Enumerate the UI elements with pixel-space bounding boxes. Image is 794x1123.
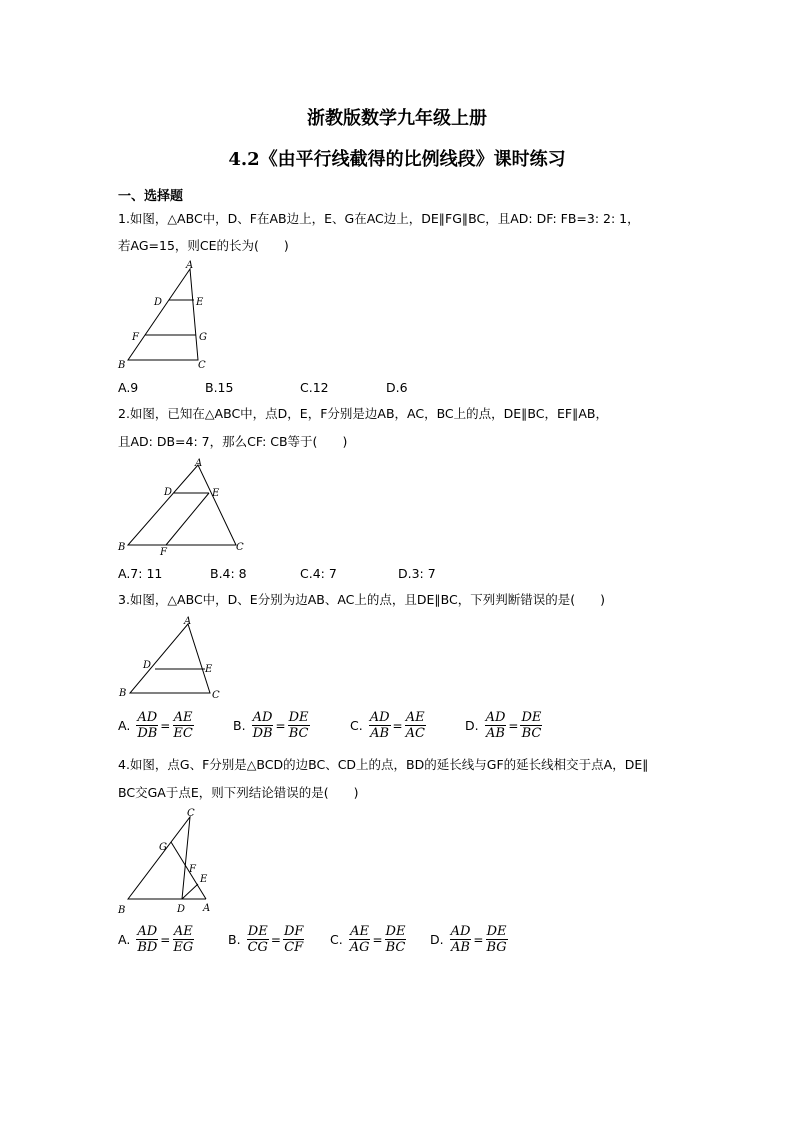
q4-option-c[interactable]	[330, 924, 406, 955]
question-1-line-2: 若AG=15，则CE的长为( )	[118, 238, 289, 253]
numerator: AD	[485, 710, 506, 725]
segment-ef	[166, 493, 209, 545]
numerator: DE	[247, 924, 268, 939]
fraction	[349, 924, 371, 955]
q1-option-d[interactable]: D.6	[386, 380, 408, 395]
denominator: BG	[486, 940, 507, 955]
denominator: CF	[284, 940, 304, 955]
question-4-figure	[112, 805, 222, 920]
equals-sign: =	[372, 932, 383, 947]
option-label: C.	[350, 718, 363, 733]
denominator: AG	[349, 940, 370, 955]
segment-de	[182, 884, 198, 899]
numerator: DE	[385, 924, 406, 939]
point-c-label: C	[187, 808, 195, 819]
q4-option-b[interactable]	[228, 924, 304, 955]
option-label: D.	[430, 932, 444, 947]
option-label: A.	[118, 932, 131, 947]
question-4-line-2: BC交GA于点E，则下列结论错误的是( )	[118, 785, 359, 800]
fraction	[136, 924, 158, 955]
fraction	[136, 710, 158, 741]
numerator: DE	[521, 710, 542, 725]
numerator: DE	[288, 710, 309, 725]
question-4-line-1: 4.如图，点G、F分别是△BCD的边BC、CD上的点，BD的延长线与GF的延长线相交于点A，DE∥	[118, 757, 649, 772]
question-3-figure	[112, 614, 232, 704]
point-d-label: D	[143, 660, 152, 671]
question-1-figure	[112, 258, 222, 373]
q1-option-c[interactable]: C.12	[300, 380, 329, 395]
denominator: CG	[247, 940, 268, 955]
denominator: AB	[370, 726, 390, 741]
numerator: AD	[450, 924, 471, 939]
q2-option-d[interactable]: D.3: 7	[398, 566, 436, 581]
point-f-label: F	[160, 547, 167, 558]
q2-option-b[interactable]: B.4: 8	[210, 566, 247, 581]
page-subtitle: 4.2《由平行线截得的比例线段》课时练习	[228, 149, 566, 170]
denominator: BD	[137, 940, 158, 955]
denominator: BC	[385, 940, 406, 955]
point-b-label: B	[118, 905, 126, 916]
equals-sign: =	[473, 932, 484, 947]
point-a-label: A	[184, 616, 192, 627]
denominator: AB	[486, 726, 505, 741]
fraction	[172, 924, 194, 955]
fraction	[485, 710, 507, 741]
point-e-label: E	[200, 874, 208, 885]
point-a-label: A	[186, 260, 194, 271]
fraction	[385, 924, 407, 955]
numerator: AE	[173, 710, 193, 725]
page-title: 浙教版数学九年级上册	[307, 108, 487, 129]
q1-option-b[interactable]: B.15	[205, 380, 234, 395]
question-1-line-1: 1.如图，△ABC中，D、F在AB边上，E、G在AC边上，DE∥FG∥BC，且AD: DF: FB=3: 2: 1，	[118, 211, 640, 226]
numerator: AD	[252, 710, 273, 725]
denominator: DB	[252, 726, 273, 741]
equals-sign: =	[270, 932, 281, 947]
point-d-label: D	[154, 297, 163, 308]
equals-sign: =	[160, 932, 171, 947]
point-b-label: B	[118, 360, 126, 371]
fraction	[247, 924, 269, 955]
option-label: C.	[330, 932, 343, 947]
point-g-label: G	[199, 332, 207, 343]
fraction	[172, 710, 193, 741]
question-3-line-1: 3.如图，△ABC中，D、E分别为边AB、AC上的点，且DE∥BC，下列判断错误的是( )	[118, 592, 605, 607]
denominator: AC	[405, 726, 425, 741]
equals-sign: =	[160, 718, 171, 733]
q4-option-a[interactable]	[118, 924, 194, 955]
fraction	[485, 924, 507, 955]
point-d-label: D	[177, 904, 186, 915]
fraction	[288, 710, 310, 741]
option-label: D.	[465, 718, 479, 733]
triangle-abc	[128, 269, 198, 360]
numerator: AD	[369, 710, 390, 725]
equals-sign: =	[392, 718, 403, 733]
denominator: EG	[173, 940, 194, 955]
point-e-label: E	[212, 488, 220, 499]
point-e-label: E	[205, 664, 213, 675]
q3-option-a[interactable]	[118, 710, 194, 741]
point-e-label: E	[196, 297, 204, 308]
option-label: A.	[118, 718, 131, 733]
triangle-abc	[130, 624, 210, 693]
point-c-label: C	[212, 690, 220, 701]
fraction	[369, 710, 391, 741]
point-f-label: F	[132, 332, 139, 343]
fraction	[252, 710, 274, 741]
section-heading: 一、选择题	[118, 189, 184, 204]
numerator: AE	[173, 924, 193, 939]
numerator: AD	[137, 924, 158, 939]
question-2-line-1: 2.如图，已知在△ABC中，点D，E，F分别是边AB，AC，BC上的点，DE∥BC，EF∥AB，	[118, 406, 608, 421]
point-a-label: A	[203, 903, 211, 914]
denominator: AB	[451, 940, 470, 955]
q3-option-d[interactable]	[465, 710, 542, 741]
equals-sign: =	[275, 718, 286, 733]
point-b-label: B	[118, 542, 126, 553]
point-d-label: D	[164, 487, 173, 498]
fraction	[520, 710, 542, 741]
numerator: AD	[137, 710, 158, 725]
q1-option-a[interactable]: A.9	[118, 380, 139, 395]
equals-sign: =	[508, 718, 519, 733]
point-g-label: G	[159, 842, 167, 853]
point-c-label: C	[198, 360, 206, 371]
denominator: DB	[137, 726, 158, 741]
point-a-label: A	[195, 458, 203, 469]
q3-option-c[interactable]	[350, 710, 426, 741]
fraction	[283, 924, 304, 955]
numerator: AE	[350, 924, 370, 939]
numerator: DE	[486, 924, 507, 939]
triangle-abc	[128, 465, 236, 545]
option-label: B.	[233, 718, 246, 733]
denominator: EC	[173, 726, 193, 741]
point-f-label: F	[189, 864, 196, 875]
fraction	[405, 710, 426, 741]
q4-option-d[interactable]	[430, 924, 508, 955]
numerator: DF	[283, 924, 304, 939]
option-label: B.	[228, 932, 241, 947]
question-2-line-2: 且AD: DB=4: 7，那么CF: CB等于( )	[118, 434, 348, 449]
question-2-figure	[112, 454, 252, 559]
denominator: BC	[521, 726, 542, 741]
point-b-label: B	[119, 688, 127, 699]
denominator: BC	[288, 726, 309, 741]
fraction	[450, 924, 472, 955]
q2-option-c[interactable]: C.4: 7	[300, 566, 337, 581]
q2-option-a[interactable]: A.7: 11	[118, 566, 163, 581]
point-c-label: C	[236, 542, 244, 553]
q3-option-b[interactable]	[233, 710, 310, 741]
numerator: AE	[405, 710, 425, 725]
